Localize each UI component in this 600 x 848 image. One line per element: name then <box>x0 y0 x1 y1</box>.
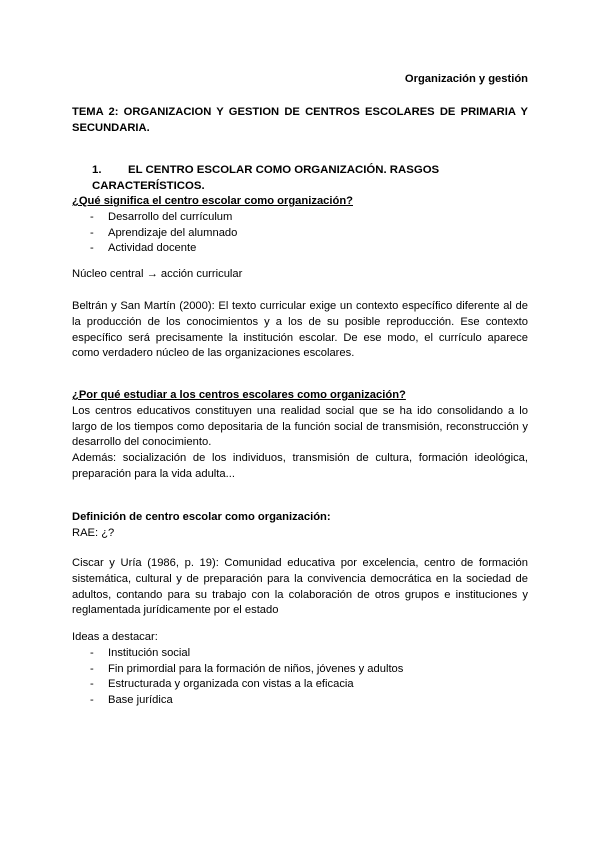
paragraph: Ciscar y Uría (1986, p. 19): Comunidad educativa por excelencia, centro de formación sistemática, cultural y de preparación para la convivencia democrática en la sociedad de adultos, contando para su trabajo con la colaboración de otros grupos e instituciones y reglamentada jurídicamente por el estado <box>72 557 528 617</box>
definition-heading: Definición de centro escolar como organización: <box>72 511 331 523</box>
ideas-heading: Ideas a destacar: <box>72 631 158 643</box>
ademas-paragraph <box>72 451 528 483</box>
page-title: TEMA 2: ORGANIZACION Y GESTION DE CENTROS ESCOLARES DE PRIMARIA Y SECUNDARIA. <box>72 106 528 134</box>
bullet-list <box>72 210 528 257</box>
paragraph: Beltrán y San Martín (2000): El texto curricular exige un contexto específico diferente al de la producción de los conocimientos y a los de su posible reproducción. Ese contexto específico será precisamente la institución escolar. De ese modo, el currículo aparece como verdadero núcleo de las organizaciones escolares. <box>72 300 528 360</box>
question-block-1 <box>72 194 528 257</box>
bullet-list <box>72 646 528 709</box>
ideas-block <box>72 630 528 709</box>
section-title: EL CENTRO ESCOLAR COMO ORGANIZACIÓN. RASGOS CARACTERÍSTICOS. <box>92 164 440 192</box>
section-number: 1. <box>92 164 102 176</box>
section-heading <box>92 163 528 195</box>
list-item: - Estructurada y organizada con vistas a la eficacia <box>72 677 528 693</box>
beltran-paragraph <box>72 299 528 362</box>
list-item: - Actividad docente <box>72 241 528 257</box>
list-item: - Institución social <box>72 646 528 662</box>
ademas-label: Además: <box>72 452 117 465</box>
ciscar-paragraph <box>72 556 528 619</box>
ademas-text: socialización de los individuos, transmisión de cultura, formación ideológica, preparación para la vida adulta... <box>72 452 528 480</box>
rae-line: RAE: ¿? <box>72 526 115 539</box>
running-header: Organización y gestión <box>404 73 528 85</box>
list-item: - Base jurídica <box>72 693 528 709</box>
list-item: - Desarrollo del currículum <box>72 210 528 226</box>
list-item: - Fin primordial para la formación de niños, jóvenes y adultos <box>72 662 528 678</box>
question-heading: ¿Por qué estudiar a los centros escolares como organización? <box>72 389 406 401</box>
definition-block <box>72 510 528 542</box>
question-block-2 <box>72 388 528 483</box>
nucleo-line: Núcleo central → acción curricular <box>72 268 243 280</box>
question-heading: ¿Qué significa el centro escolar como organización? <box>72 195 353 207</box>
list-item: - Aprendizaje del alumnado <box>72 226 528 242</box>
paragraph: Los centros educativos constituyen una realidad social que se ha ido consolidando a lo largo de los tiempos como depositaria de la función social de transmisión, reconstrucción y desarrollo del conocimiento. <box>72 404 528 449</box>
